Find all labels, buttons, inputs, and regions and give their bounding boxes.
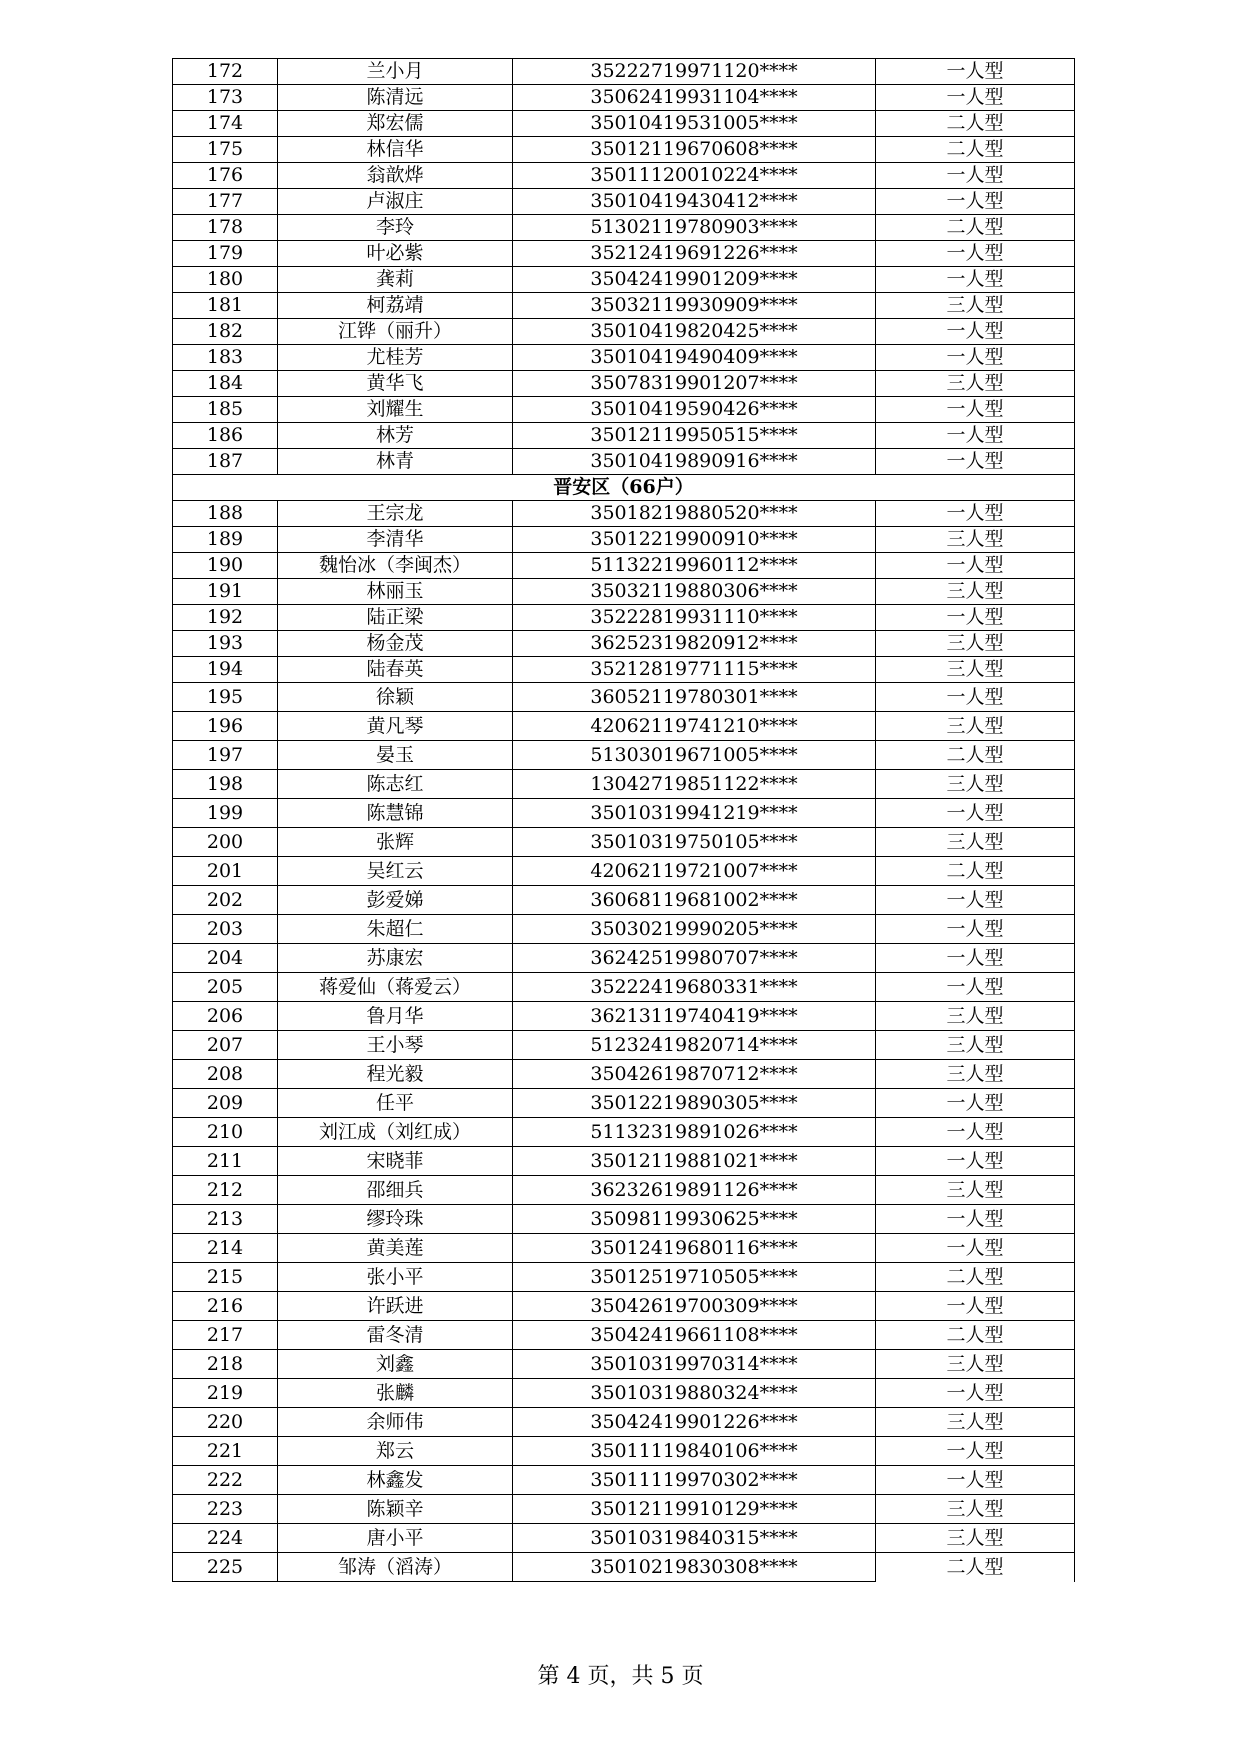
table-row [173,449,1075,475]
table-row [173,857,1075,886]
table-row [173,111,1075,137]
name-cell: 陆正梁 [278,605,513,631]
id-number-cell: 35010319880324**** [513,1379,876,1408]
name-cell: 黄华飞 [278,371,513,397]
name-cell: 陈慧锦 [278,799,513,828]
name-cell: 郑宏儒 [278,111,513,137]
household-type-cell: 一人型 [876,397,1075,423]
name-cell: 晏玉 [278,741,513,770]
id-number-cell: 35212819771115**** [513,657,876,683]
row-number-cell: 187 [173,449,278,475]
household-type-cell: 一人型 [876,1292,1075,1321]
name-cell: 陈清远 [278,85,513,111]
name-cell: 任平 [278,1089,513,1118]
row-number-cell: 214 [173,1234,278,1263]
row-number-cell: 184 [173,371,278,397]
id-number-cell: 35012119910129**** [513,1495,876,1524]
household-type-cell: 一人型 [876,944,1075,973]
table-row [173,423,1075,449]
name-cell: 魏怡冰（李闽杰） [278,553,513,579]
table-row [173,915,1075,944]
name-cell: 王宗龙 [278,501,513,527]
row-number-cell: 173 [173,85,278,111]
row-number-cell: 191 [173,579,278,605]
id-number-cell: 36213119740419**** [513,1002,876,1031]
section-title: 晋安区（66户） [173,475,1075,501]
name-cell: 林青 [278,449,513,475]
id-number-cell: 35010319840315**** [513,1524,876,1553]
id-number-cell: 35042419901209**** [513,267,876,293]
household-type-cell: 一人型 [876,1205,1075,1234]
household-type-cell: 二人型 [876,137,1075,163]
id-number-cell: 35010319941219**** [513,799,876,828]
row-number-cell: 174 [173,111,278,137]
table-row [173,1524,1075,1553]
id-number-cell: 35011119970302**** [513,1466,876,1495]
row-number-cell: 182 [173,319,278,345]
row-number-cell: 183 [173,345,278,371]
name-cell: 蒋爱仙（蒋爱云） [278,973,513,1002]
name-cell: 张麟 [278,1379,513,1408]
id-number-cell: 35042619870712**** [513,1060,876,1089]
table-row [173,579,1075,605]
name-cell: 宋晓菲 [278,1147,513,1176]
row-number-cell: 203 [173,915,278,944]
table-row [173,1292,1075,1321]
name-cell: 林鑫发 [278,1466,513,1495]
id-number-cell: 35011119840106**** [513,1437,876,1466]
household-roster-table [172,58,1075,1582]
id-number-cell: 35212419691226**** [513,241,876,267]
row-number-cell: 193 [173,631,278,657]
table-row [173,1495,1075,1524]
row-number-cell: 188 [173,501,278,527]
name-cell: 柯荔靖 [278,293,513,319]
household-type-cell: 一人型 [876,241,1075,267]
table-row [173,1089,1075,1118]
household-type-cell: 一人型 [876,319,1075,345]
name-cell: 刘鑫 [278,1350,513,1379]
household-type-cell: 三人型 [876,1524,1075,1553]
row-number-cell: 213 [173,1205,278,1234]
row-number-cell: 175 [173,137,278,163]
household-type-cell: 一人型 [876,915,1075,944]
name-cell: 余师伟 [278,1408,513,1437]
id-number-cell: 35222719971120**** [513,59,876,85]
household-type-cell: 三人型 [876,293,1075,319]
id-number-cell: 35010419430412**** [513,189,876,215]
household-type-cell: 三人型 [876,527,1075,553]
row-number-cell: 200 [173,828,278,857]
household-type-cell: 一人型 [876,267,1075,293]
household-type-cell: 一人型 [876,683,1075,712]
id-number-cell: 36242519980707**** [513,944,876,973]
name-cell: 郑云 [278,1437,513,1466]
household-type-cell: 一人型 [876,799,1075,828]
name-cell: 缪玲珠 [278,1205,513,1234]
roster-body [173,59,1075,1582]
name-cell: 刘江成（刘红成） [278,1118,513,1147]
id-number-cell: 51232419820714**** [513,1031,876,1060]
id-number-cell: 35010219830308**** [513,1553,876,1582]
household-type-cell: 一人型 [876,605,1075,631]
household-type-cell: 三人型 [876,1031,1075,1060]
row-number-cell: 215 [173,1263,278,1292]
household-type-cell: 二人型 [876,1553,1075,1582]
row-number-cell: 206 [173,1002,278,1031]
id-number-cell: 35012519710505**** [513,1263,876,1292]
name-cell: 江铧（丽升） [278,319,513,345]
name-cell: 吴红云 [278,857,513,886]
id-number-cell: 35012219890305**** [513,1089,876,1118]
name-cell: 叶必紫 [278,241,513,267]
household-type-cell: 一人型 [876,85,1075,111]
name-cell: 程光毅 [278,1060,513,1089]
row-number-cell: 211 [173,1147,278,1176]
table-row [173,1379,1075,1408]
id-number-cell: 36052119780301**** [513,683,876,712]
table-row [173,501,1075,527]
name-cell: 林信华 [278,137,513,163]
row-number-cell: 224 [173,1524,278,1553]
id-number-cell: 35098119930625**** [513,1205,876,1234]
name-cell: 朱超仁 [278,915,513,944]
table-row [173,1553,1075,1582]
name-cell: 张辉 [278,828,513,857]
row-number-cell: 180 [173,267,278,293]
table-row [173,1031,1075,1060]
table-row [173,657,1075,683]
household-type-cell: 二人型 [876,111,1075,137]
table-row [173,1437,1075,1466]
household-type-cell: 三人型 [876,657,1075,683]
name-cell: 雷冬清 [278,1321,513,1350]
row-number-cell: 220 [173,1408,278,1437]
name-cell: 李清华 [278,527,513,553]
row-number-cell: 199 [173,799,278,828]
name-cell: 李玲 [278,215,513,241]
id-number-cell: 35018219880520**** [513,501,876,527]
table-row [173,319,1075,345]
id-number-cell: 35012419680116**** [513,1234,876,1263]
name-cell: 翁歆烨 [278,163,513,189]
id-number-cell: 35011120010224**** [513,163,876,189]
row-number-cell: 202 [173,886,278,915]
name-cell: 卢淑庄 [278,189,513,215]
row-number-cell: 192 [173,605,278,631]
name-cell: 鲁月华 [278,1002,513,1031]
row-number-cell: 209 [173,1089,278,1118]
name-cell: 陈志红 [278,770,513,799]
table-row [173,631,1075,657]
household-type-cell: 一人型 [876,1379,1075,1408]
household-type-cell: 三人型 [876,770,1075,799]
row-number-cell: 223 [173,1495,278,1524]
household-type-cell: 一人型 [876,501,1075,527]
table-row [173,241,1075,267]
name-cell: 杨金茂 [278,631,513,657]
id-number-cell: 35012219900910**** [513,527,876,553]
id-number-cell: 36232619891126**** [513,1176,876,1205]
table-row [173,85,1075,111]
id-number-cell: 35222819931110**** [513,605,876,631]
household-type-cell: 二人型 [876,1263,1075,1292]
table-row [173,944,1075,973]
table-row [173,799,1075,828]
household-type-cell: 一人型 [876,59,1075,85]
id-number-cell: 36252319820912**** [513,631,876,657]
row-number-cell: 190 [173,553,278,579]
table-row [173,1263,1075,1292]
id-number-cell: 42062119741210**** [513,712,876,741]
household-type-cell: 三人型 [876,1002,1075,1031]
row-number-cell: 196 [173,712,278,741]
table-row [173,397,1075,423]
table-row [173,1205,1075,1234]
household-type-cell: 一人型 [876,1147,1075,1176]
row-number-cell: 210 [173,1118,278,1147]
table-row [173,553,1075,579]
id-number-cell: 35010319970314**** [513,1350,876,1379]
id-number-cell: 42062119721007**** [513,857,876,886]
table-row [173,163,1075,189]
row-number-cell: 217 [173,1321,278,1350]
table-row [173,59,1075,85]
row-number-cell: 216 [173,1292,278,1321]
household-type-cell: 三人型 [876,1350,1075,1379]
table-row [173,345,1075,371]
household-type-cell: 一人型 [876,345,1075,371]
household-type-cell: 三人型 [876,712,1075,741]
row-number-cell: 189 [173,527,278,553]
row-number-cell: 195 [173,683,278,712]
name-cell: 陈颖辛 [278,1495,513,1524]
row-number-cell: 208 [173,1060,278,1089]
name-cell: 兰小月 [278,59,513,85]
name-cell: 黄凡琴 [278,712,513,741]
household-type-cell: 三人型 [876,631,1075,657]
household-type-cell: 一人型 [876,553,1075,579]
household-type-cell: 二人型 [876,857,1075,886]
household-type-cell: 二人型 [876,1321,1075,1350]
row-number-cell: 194 [173,657,278,683]
name-cell: 王小琴 [278,1031,513,1060]
name-cell: 尤桂芳 [278,345,513,371]
id-number-cell: 35222419680331**** [513,973,876,1002]
row-number-cell: 179 [173,241,278,267]
row-number-cell: 219 [173,1379,278,1408]
row-number-cell: 212 [173,1176,278,1205]
id-number-cell: 35030219990205**** [513,915,876,944]
id-number-cell: 35012119881021**** [513,1147,876,1176]
row-number-cell: 178 [173,215,278,241]
household-type-cell: 一人型 [876,1089,1075,1118]
table-row [173,770,1075,799]
table-row [173,189,1075,215]
household-type-cell: 三人型 [876,828,1075,857]
id-number-cell: 35010319750105**** [513,828,876,857]
id-number-cell: 51132319891026**** [513,1118,876,1147]
table-row [173,741,1075,770]
row-number-cell: 176 [173,163,278,189]
name-cell: 刘耀生 [278,397,513,423]
row-number-cell: 181 [173,293,278,319]
name-cell: 陆春英 [278,657,513,683]
household-type-cell: 二人型 [876,741,1075,770]
table-row [173,527,1075,553]
id-number-cell: 35032119930909**** [513,293,876,319]
row-number-cell: 218 [173,1350,278,1379]
household-type-cell: 二人型 [876,215,1075,241]
table-row [173,267,1075,293]
table-row [173,137,1075,163]
table-row [173,1002,1075,1031]
table-row [173,1147,1075,1176]
table-row [173,1060,1075,1089]
id-number-cell: 35042619700309**** [513,1292,876,1321]
table-row [173,712,1075,741]
id-number-cell: 35012119670608**** [513,137,876,163]
table-row [173,1118,1075,1147]
name-cell: 邹涛（滔涛） [278,1553,513,1582]
section-header-row [173,475,1075,501]
id-number-cell: 35042419901226**** [513,1408,876,1437]
household-type-cell: 一人型 [876,1118,1075,1147]
household-type-cell: 一人型 [876,1437,1075,1466]
table-row [173,973,1075,1002]
table-row [173,886,1075,915]
id-number-cell: 35078319901207**** [513,371,876,397]
name-cell: 黄美莲 [278,1234,513,1263]
household-type-cell: 三人型 [876,1495,1075,1524]
household-type-cell: 一人型 [876,423,1075,449]
household-type-cell: 三人型 [876,1408,1075,1437]
table-row [173,605,1075,631]
name-cell: 唐小平 [278,1524,513,1553]
row-number-cell: 172 [173,59,278,85]
table-row [173,293,1075,319]
name-cell: 邵细兵 [278,1176,513,1205]
table-row [173,683,1075,712]
id-number-cell: 36068119681002**** [513,886,876,915]
id-number-cell: 35042419661108**** [513,1321,876,1350]
id-number-cell: 35010419531005**** [513,111,876,137]
id-number-cell: 35010419590426**** [513,397,876,423]
name-cell: 林芳 [278,423,513,449]
id-number-cell: 51132219960112**** [513,553,876,579]
row-number-cell: 198 [173,770,278,799]
table-row [173,828,1075,857]
table-row [173,1466,1075,1495]
table-row [173,1176,1075,1205]
table-row [173,371,1075,397]
name-cell: 龚莉 [278,267,513,293]
id-number-cell: 35012119950515**** [513,423,876,449]
table-row [173,215,1075,241]
name-cell: 林丽玉 [278,579,513,605]
name-cell: 徐颖 [278,683,513,712]
row-number-cell: 197 [173,741,278,770]
household-type-cell: 三人型 [876,1176,1075,1205]
row-number-cell: 222 [173,1466,278,1495]
name-cell: 许跃进 [278,1292,513,1321]
row-number-cell: 221 [173,1437,278,1466]
id-number-cell: 13042719851122**** [513,770,876,799]
household-type-cell: 三人型 [876,579,1075,605]
row-number-cell: 204 [173,944,278,973]
name-cell: 苏康宏 [278,944,513,973]
household-type-cell: 一人型 [876,189,1075,215]
name-cell: 张小平 [278,1263,513,1292]
household-type-cell: 一人型 [876,1466,1075,1495]
table-row [173,1234,1075,1263]
page-footer: 第 4 页，共 5 页 [537,1664,704,1689]
row-number-cell: 205 [173,973,278,1002]
household-type-cell: 一人型 [876,163,1075,189]
household-type-cell: 三人型 [876,1060,1075,1089]
name-cell: 彭爱娣 [278,886,513,915]
id-number-cell: 51302119780903**** [513,215,876,241]
household-type-cell: 一人型 [876,1234,1075,1263]
id-number-cell: 35010419820425**** [513,319,876,345]
row-number-cell: 185 [173,397,278,423]
table-row [173,1408,1075,1437]
row-number-cell: 207 [173,1031,278,1060]
id-number-cell: 51303019671005**** [513,741,876,770]
row-number-cell: 201 [173,857,278,886]
row-number-cell: 177 [173,189,278,215]
household-type-cell: 一人型 [876,449,1075,475]
id-number-cell: 35010419890916**** [513,449,876,475]
household-type-cell: 三人型 [876,371,1075,397]
id-number-cell: 35062419931104**** [513,85,876,111]
table-row [173,1350,1075,1379]
id-number-cell: 35010419490409**** [513,345,876,371]
table-row [173,1321,1075,1350]
household-type-cell: 一人型 [876,886,1075,915]
id-number-cell: 35032119880306**** [513,579,876,605]
row-number-cell: 225 [173,1553,278,1582]
row-number-cell: 186 [173,423,278,449]
household-type-cell: 一人型 [876,973,1075,1002]
